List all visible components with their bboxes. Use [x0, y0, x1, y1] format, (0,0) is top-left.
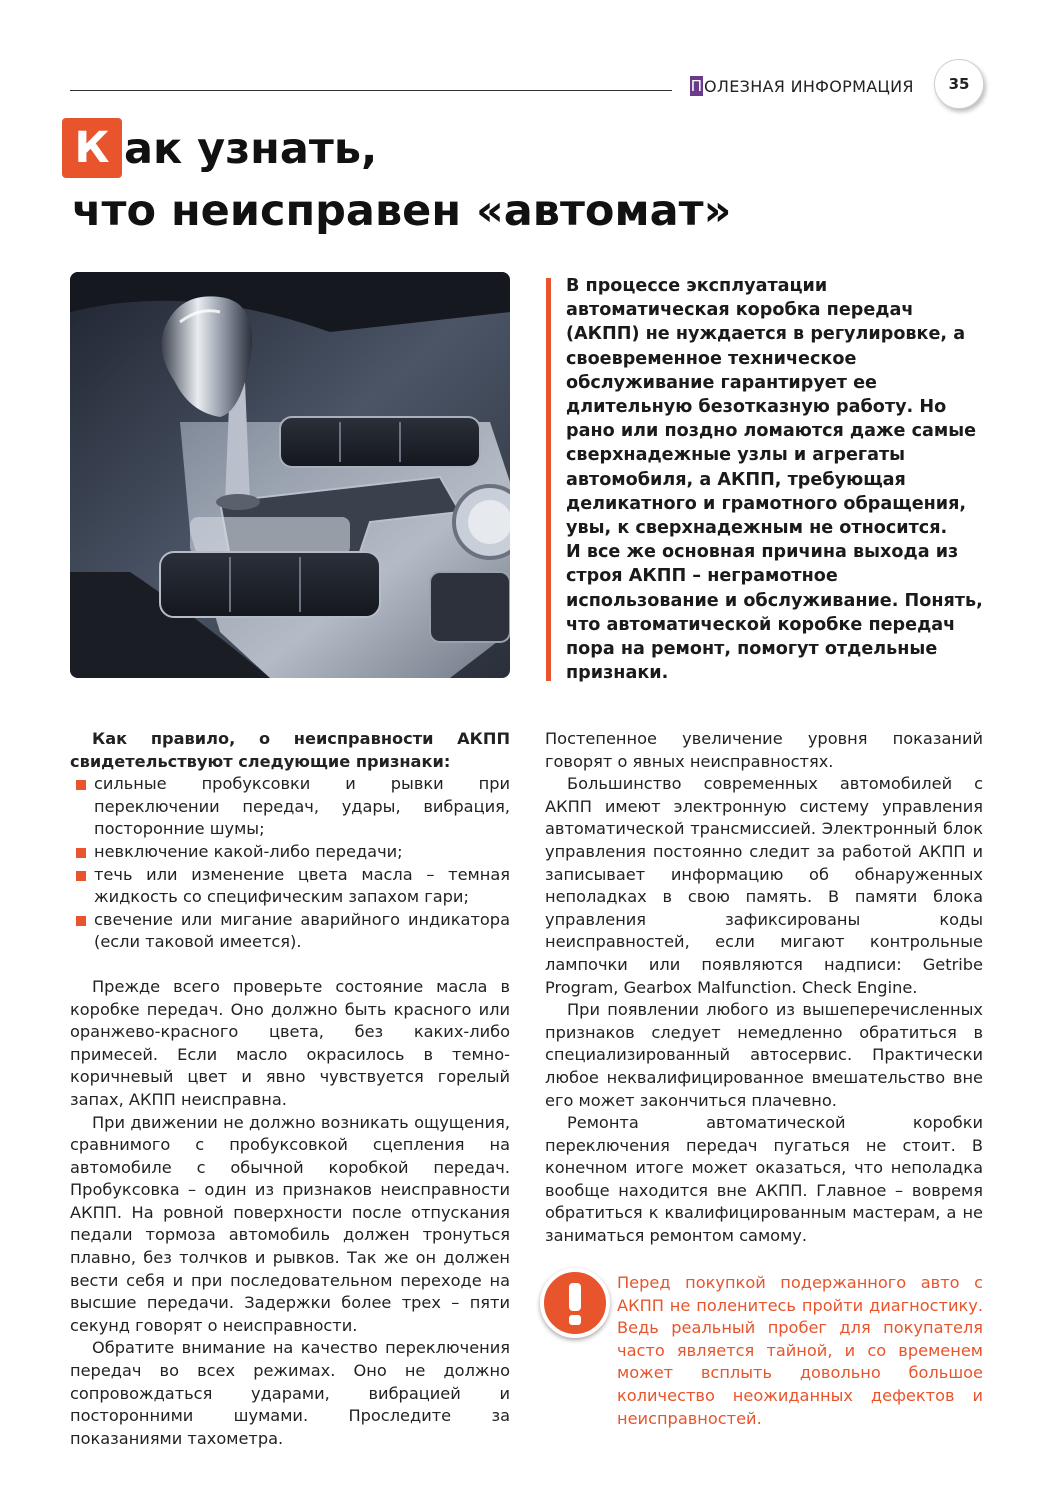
- body-paragraph: Большинство современных автомобилей с АКПП имеют электронную систему управления автоматической трансмиссией. Электронный блок управления постоянно следит за работой АКПП и записывает информацию об обнаруженных неполадках в свою память. В памяти блока управления зафиксированы коды неисправностей, если мигают контрольные лампочки или появляются надписи: Getribe Program, Gearbox Malfunction. Check Engine.: [545, 774, 983, 997]
- title-drop-cap: К: [62, 118, 122, 178]
- article-title: [62, 118, 962, 242]
- signs-list: [70, 773, 510, 954]
- gear-shifter-photo: [70, 272, 510, 678]
- signs-intro: Как правило, о неисправности АКПП свидетельствуют следующие признаки:: [70, 729, 510, 771]
- list-item: течь или изменение цвета масла – темная жидкость со специфическим запахом гари;: [70, 864, 510, 909]
- section-label-initial: П: [690, 77, 703, 95]
- lead-text: [566, 274, 986, 685]
- list-item: сильные пробуксовки и рывки при переключении передач, удары, вибрация, посторонние шумы;: [70, 773, 510, 841]
- body-paragraph: Обратите внимание на качество переключения передач во всех режимах. Оно не должно сопровождаться ударами, вибрацией и посторонними шумами. Проследите за показаниями тахометра.: [70, 1338, 510, 1448]
- body-paragraph: При движении не должно возникать ощущения, сравнимого с пробуксовкой сцепления на автомобиле с обычной коробкой передач. Пробуксовка – один из признаков неисправности АКПП. На ровной поверхности после отпускания педали тормоза автомобиль должен тронуться плавно, без толчков и рывков. Так же он должен вести себя и при последовательном переходе на высшие передачи. Задержки более трех – пяти секунд говорят о неисправности.: [70, 1112, 510, 1335]
- list-item: свечение или мигание аварийного индикатора (если таковой имеется).: [70, 909, 510, 954]
- header-rule: [70, 90, 672, 91]
- body-paragraph: Прежде всего проверьте состояние масла в коробке передач. Оно должно быть красного или оранжево-красного цвета, без каких-либо примесей. Если масло окрасилось в темно-коричневый цвет и явно чувствуется горелый запах, АКПП неисправна.: [70, 976, 510, 1109]
- warning-note: Перед покупкой подержанного авто с АКПП не поленитесь пройти диагностику. Ведь реальный пробег для покупателя часто является тайной, и со временем может всплыть довольно большое количество неожиданных дефектов и неисправностей.: [617, 1273, 983, 1428]
- body-paragraph: При появлении любого из вышеперечисленных признаков следует немедленно обратиться в специализированный автосервис. Практически любое неквалифицированное вмешательство вне его может закончиться плачевно.: [545, 1000, 983, 1110]
- body-paragraph: Ремонта автоматической коробки переключения передач пугаться не стоит. В конечном итоге может оказаться, что неполадка вообще находится вне АКПП. Главное – вовремя обратиться к квалифицированным мастерам, а не заниматься ремонтом самому.: [545, 1113, 983, 1246]
- body-paragraph: Постепенное увеличение уровня показаний говорят о явных неисправностях.: [545, 729, 983, 771]
- body-column-left: [70, 728, 510, 1450]
- section-label-text: ОЛЕЗНАЯ ИНФОРМАЦИЯ: [704, 77, 914, 96]
- lead-paragraph: В процессе эксплуатации автоматическая коробка передач (АКПП) не нуждается в регулировке, а своевременное техническое обслуживание гарантирует ее длительную безотказную работу. Но рано или поздно ломаются даже самые сверхнадежные узлы и агрегаты автомобиля, а АКПП, требующая деликатного и грамотного обращения, увы, к сверхнадежным не относится.: [566, 276, 977, 539]
- page-number: 35: [934, 59, 984, 109]
- list-item: невключение какой-либо передачи;: [70, 841, 510, 864]
- lead-paragraph: И все же основная причина выхода из строя АКПП – неграмотное использование и обслуживание. Понять, что автоматической коробке передач пора на ремонт, помогут отдельные признаки.: [566, 542, 983, 684]
- body-column-right: [545, 728, 983, 1248]
- exclamation-icon: [540, 1268, 610, 1338]
- section-label: [690, 72, 914, 96]
- title-line-2: что неисправен «автомат»: [72, 186, 732, 236]
- title-line-1: ак узнать,: [124, 124, 378, 174]
- lead-accent-bar: [546, 278, 551, 681]
